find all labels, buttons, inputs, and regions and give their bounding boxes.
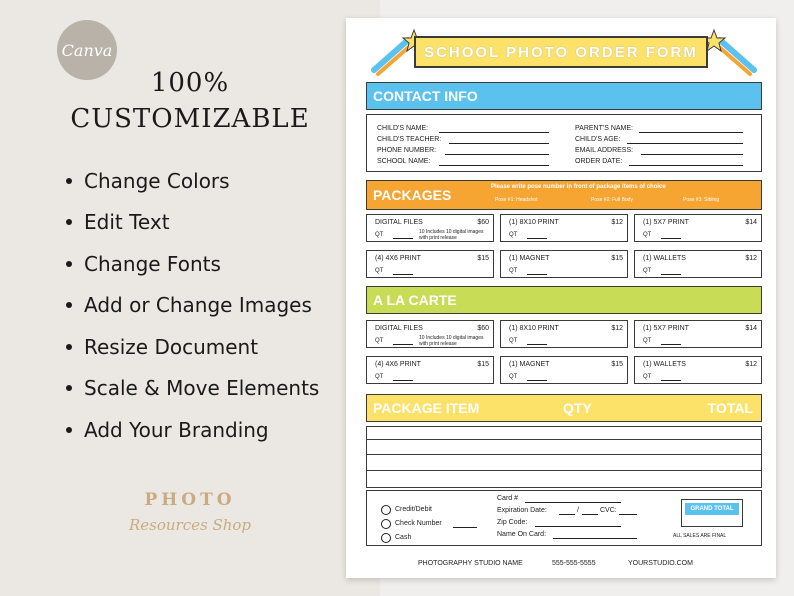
qty-field[interactable] [661,274,681,275]
item-name: DIGITAL FILES [375,325,423,332]
pose-2: Pose #2: Full Body [591,197,633,203]
alacarte-magnet[interactable] [500,356,628,384]
contact-info-header: CONTACT INFO [366,82,762,110]
all-sales-final: ALL SALES ARE FINAL [673,533,727,539]
parents-name-label: PARENT'S NAME: [575,125,633,132]
qt-label: QT [375,374,384,380]
studio-name: PHOTOGRAPHY STUDIO NAME [418,560,523,567]
package-price: $15 [477,255,489,262]
qty-field[interactable] [527,344,547,345]
item-price: $15 [477,361,489,368]
childs-teacher-label: CHILD'S TEACHER: [377,136,442,143]
credit-radio[interactable] [381,505,391,515]
card-number-field[interactable] [525,502,621,503]
pose-1: Pose #1: Headshot [495,197,538,203]
feature-item: Scale & Move Elements [66,368,319,410]
package-price: $15 [611,255,623,262]
alacarte-header: A LA CARTE [366,286,762,314]
bullet-icon [66,261,72,267]
table-row [367,439,761,440]
childs-name-field[interactable] [439,132,549,133]
feature-item: Add or Change Images [66,285,319,327]
table-row [367,454,761,455]
alacarte-5x7-print[interactable] [634,320,762,348]
qt-label: QT [509,338,518,344]
qty-field[interactable] [661,238,681,239]
package-digital-files[interactable] [366,214,494,242]
card-number-label: Card # [497,495,519,502]
item-name: (4) 4X6 PRINT [375,361,421,368]
alacarte-wallets[interactable] [634,356,762,384]
package-price: $12 [611,219,623,226]
package-5x7-print[interactable] [634,214,762,242]
qty-field[interactable] [393,274,413,275]
package-4x6-print[interactable] [366,250,494,278]
bullet-icon [66,302,72,308]
bullet-icon [66,344,72,350]
package-name: (1) MAGNET [509,255,550,262]
qty-field[interactable] [527,380,547,381]
qty-field[interactable] [393,238,413,239]
package-wallets[interactable] [634,250,762,278]
feature-item: Change Colors [66,160,319,202]
zip-label: Zip Code: [497,519,528,526]
qty-field[interactable] [527,238,547,239]
item-note: 10 Includes 10 digital images with print release [419,335,484,347]
package-name: (1) 8X10 PRINT [509,219,559,226]
bullet-icon [66,385,72,391]
pose-instruction: Please write pose number in front of package items of choice [491,184,666,190]
credit-label: Credit/Debit [395,506,432,513]
table-row [367,470,761,471]
qty-field[interactable] [527,274,547,275]
cash-label: Cash [395,534,412,541]
order-date-field[interactable] [629,165,743,166]
package-note: 10 Includes 10 digital images with print release [419,229,484,241]
qt-label: QT [375,268,384,274]
order-date-label: ORDER DATE: [575,158,623,165]
item-price: $15 [611,361,623,368]
headline-percent: 100% [150,68,230,98]
exp-separator: / [577,507,579,514]
qt-label: QT [375,338,384,344]
item-price: $12 [745,361,757,368]
order-form-page [346,18,776,578]
phone-number-field[interactable] [445,154,549,155]
qt-label: QT [509,232,518,238]
feature-list [66,160,319,451]
qt-label: QT [375,232,384,238]
feature-item: Edit Text [66,202,319,244]
item-price: $14 [745,325,757,332]
alacarte-8x10-print[interactable] [500,320,628,348]
check-radio[interactable] [381,519,391,529]
qt-label: QT [509,268,518,274]
feature-item: Add Your Branding [66,409,319,451]
form-title: SCHOOL PHOTO ORDER FORM [414,36,708,68]
item-price: $60 [477,325,489,332]
payment-box [366,490,762,546]
phone-number-label: PHONE NUMBER: [377,147,437,154]
qt-label: QT [643,338,652,344]
canva-badge: Canva [57,20,117,80]
expiration-label: Expiration Date: [497,507,547,514]
bullet-icon [66,427,72,433]
email-label: EMAIL ADDRESS: [575,147,634,154]
package-price: $14 [745,219,757,226]
item-name: (1) 5X7 PRINT [643,325,689,332]
packages-header [366,180,762,210]
feature-item: Resize Document [66,326,319,368]
qt-label: QT [643,374,652,380]
qt-label: QT [643,268,652,274]
email-field[interactable] [641,154,743,155]
col-package-item: PACKAGE ITEM [373,400,480,416]
headline-customizable: CUSTOMIZABLE [70,104,310,134]
grand-total-label: GRAND TOTAL [685,503,739,515]
package-8x10-print[interactable] [500,214,628,242]
feature-item: Change Fonts [66,243,319,285]
childs-age-label: CHILD'S AGE: [575,136,621,143]
qt-label: QT [509,374,518,380]
item-name: (1) WALLETS [643,361,686,368]
order-table-body[interactable] [366,426,762,488]
qty-field[interactable] [393,380,413,381]
logo-photo-text: PHOTO [144,490,236,510]
qty-field[interactable] [661,380,681,381]
col-qty: QTY [563,400,592,416]
packages-title: PACKAGES [373,187,452,203]
name-on-card-field[interactable] [553,538,637,539]
qt-label: QT [643,232,652,238]
package-name: DIGITAL FILES [375,219,423,226]
package-name: (4) 4X6 PRINT [375,255,421,262]
pose-3: Pose #3: Sibling [683,197,720,203]
cvc-field[interactable] [619,514,637,515]
grand-total-box[interactable] [681,499,743,527]
brand-logo [110,490,270,534]
item-price: $12 [611,325,623,332]
exp-year-field[interactable] [582,514,598,515]
cvc-label: CVC: [600,507,617,514]
studio-website[interactable]: YOURSTUDIO.COM [628,560,693,567]
bullet-icon [66,219,72,225]
alacarte-digital-files[interactable] [366,320,494,348]
item-name: (1) 8X10 PRINT [509,325,559,332]
qty-field[interactable] [393,344,413,345]
bullet-icon [66,178,72,184]
contact-info-box [366,114,762,172]
name-on-card-label: Name On Card: [497,531,547,538]
parents-name-field[interactable] [639,132,743,133]
item-name: (1) MAGNET [509,361,550,368]
check-number-field[interactable] [453,527,477,528]
package-name: (1) 5X7 PRINT [643,219,689,226]
check-label: Check Number [395,520,442,527]
childs-name-label: CHILD'S NAME: [377,125,429,132]
alacarte-4x6-print[interactable] [366,356,494,384]
logo-shop-text: Resources Shop [128,516,252,534]
school-name-label: SCHOOL NAME: [377,158,431,165]
childs-teacher-field[interactable] [449,143,549,144]
package-price: $12 [745,255,757,262]
cash-radio[interactable] [381,533,391,543]
package-magnet[interactable] [500,250,628,278]
zip-field[interactable] [535,526,621,527]
col-total: TOTAL [707,400,753,416]
childs-age-field[interactable] [627,143,743,144]
exp-month-field[interactable] [559,514,575,515]
package-price: $60 [477,219,489,226]
qty-field[interactable] [661,344,681,345]
studio-phone: 555-555-5555 [552,560,596,567]
order-table-header [366,394,762,422]
package-name: (1) WALLETS [643,255,686,262]
school-name-field[interactable] [439,165,549,166]
